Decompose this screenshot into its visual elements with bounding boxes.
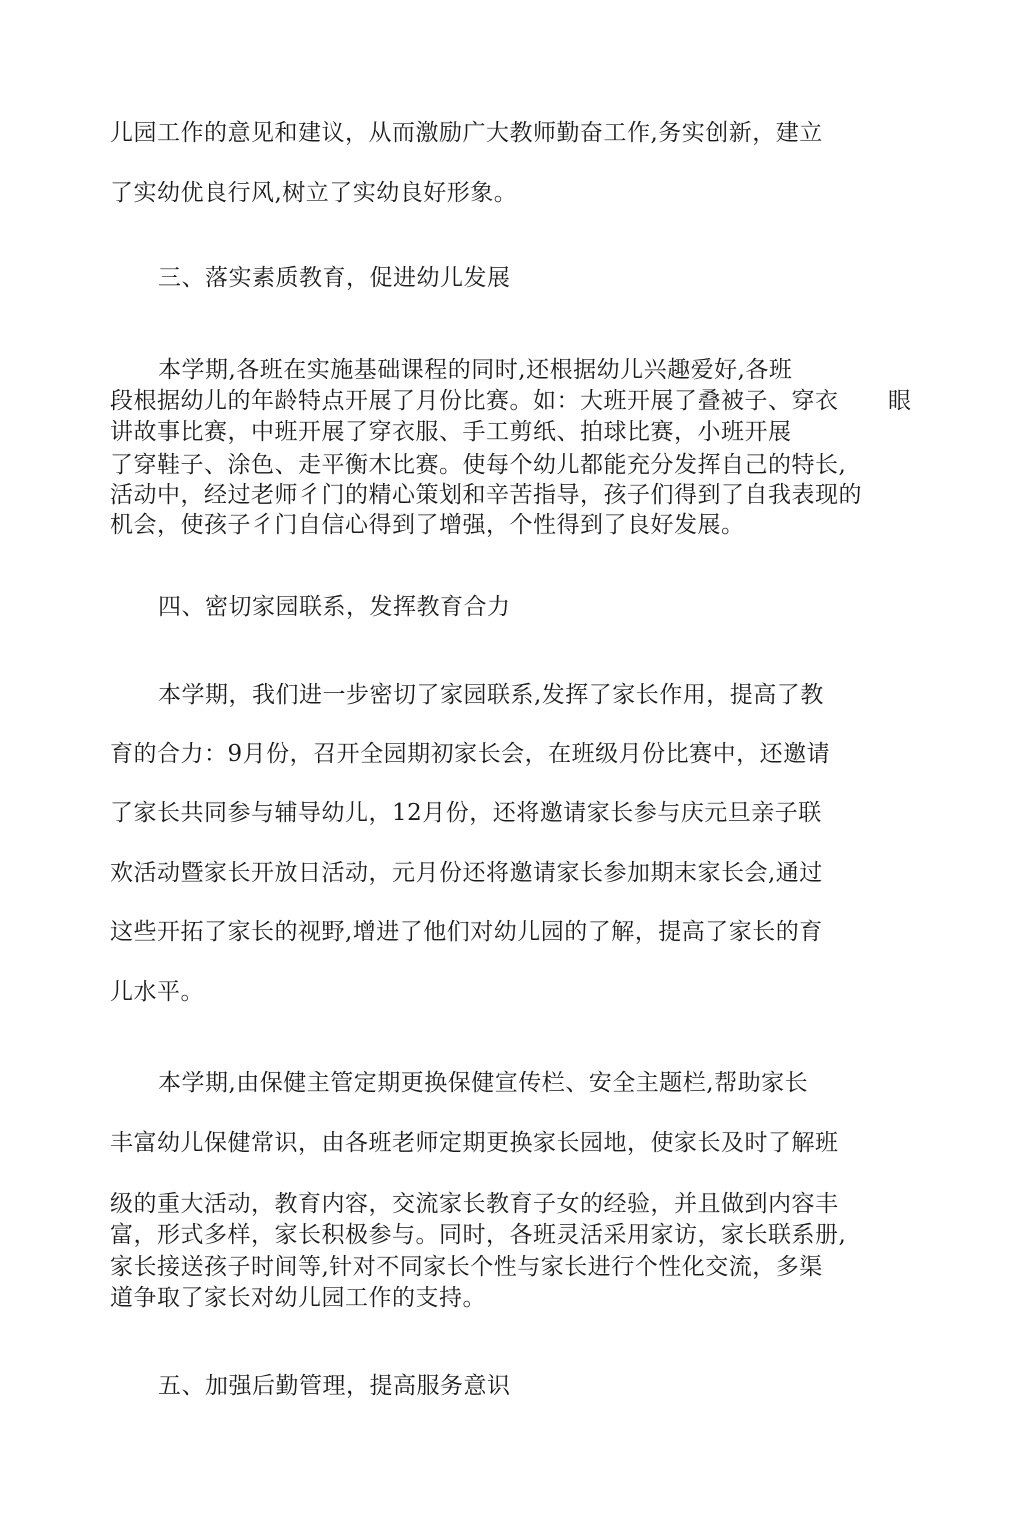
paragraph-line: 道争取了家长对幼儿园工作的支持。 <box>110 1285 486 1311</box>
paragraph-line: 儿水平。 <box>110 979 204 1005</box>
paragraph-line: 了实幼优良行风,树立了实幼良好形象。 <box>110 180 518 206</box>
paragraph-line: 活动中，经过老师彳门的精心策划和辛苦指导，孩子们得到了自我表现的 <box>110 482 862 508</box>
paragraph-line: 本学期,由保健主管定期更换保健宣传栏、安全主题栏,帮助家长 <box>158 1070 809 1096</box>
paragraph-line: 机会，使孩子彳门自信心得到了增强，个性得到了良好发展。 <box>110 512 745 538</box>
paragraph-line: 育的合力：9月份，召开全园期初家长会，在班级月份比赛中，还邀请 <box>110 741 831 767</box>
paragraph-line: 讲故事比赛，中班开展了穿衣服、手工剪纸、拍球比赛，小班开展 <box>110 419 792 445</box>
section-heading: 四、密切家园联系，发挥教育合力 <box>158 594 511 620</box>
paragraph-line: 家长接送孩子时间等,针对不同家长个性与家长进行个性化交流，多渠 <box>110 1254 823 1280</box>
section-heading: 五、加强后勤管理，提高服务意识 <box>158 1373 511 1399</box>
paragraph-line: 本学期，我们进一步密切了家园联系,发挥了家长作用，提高了教 <box>158 682 824 708</box>
paragraph-line: 儿园工作的意见和建议，从而激励广大教师勤奋工作,务实创新，建立 <box>110 120 823 146</box>
paragraph-line: 富，形式多样，家长积极参与。同时，各班灵活采用家访，家长联系册, <box>110 1222 847 1248</box>
paragraph-line: 了家长共同参与辅导幼儿，12月份，还将邀请家长参与庆元旦亲子联 <box>110 800 822 826</box>
paragraph-line: 了穿鞋子、涂色、走平衡木比赛。使每个幼儿都能充分发挥自己的特长, <box>110 452 847 478</box>
paragraph-line: 级的重大活动，教育内容，交流家长教育子女的经验，并且做到内容丰 <box>110 1191 839 1217</box>
paragraph-line: 本学期,各班在实施基础课程的同时,还根据幼儿兴趣爱好,各班 <box>158 357 793 383</box>
paragraph-line: 欢活动暨家长开放日活动，元月份还将邀请家长参加期末家长会,通过 <box>110 860 823 886</box>
paragraph-line: 这些开拓了家长的视野,增进了他们对幼儿园的了解，提高了家长的育 <box>110 919 823 945</box>
paragraph-line: 丰富幼儿保健常识，由各班老师定期更换家长园地，使家长及时了解班 <box>110 1130 839 1156</box>
paragraph-fragment: 眼 <box>888 388 912 414</box>
section-heading: 三、落实素质教育，促进幼儿发展 <box>158 265 511 291</box>
paragraph-line: 段根据幼儿的年龄特点开展了月份比赛。如：大班开展了叠被子、穿衣 <box>110 388 839 414</box>
